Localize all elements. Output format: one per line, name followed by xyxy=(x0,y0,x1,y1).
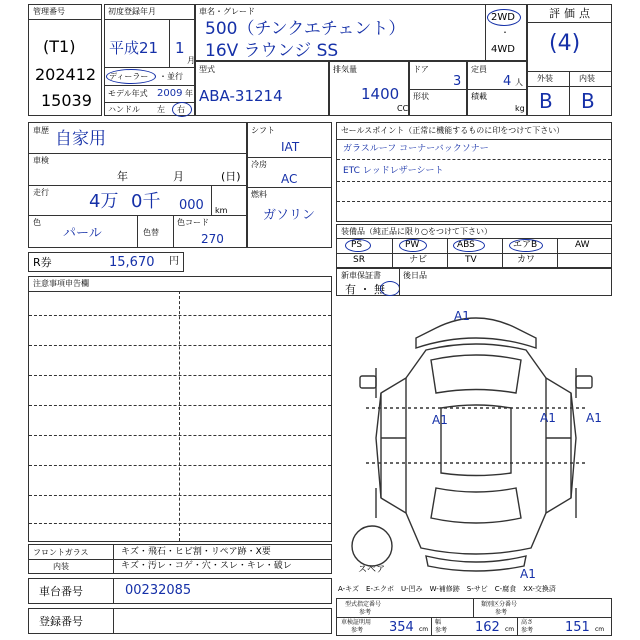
car-name-line1: 500（チンクエチェント） xyxy=(205,19,406,39)
displacement-value: 1400 xyxy=(361,85,400,103)
mgmt-line1: (T1) xyxy=(43,37,76,56)
displacement-unit: CC xyxy=(397,104,409,113)
damage-mark-right-rear: A1 xyxy=(586,411,602,425)
color-label: 色 xyxy=(33,218,41,227)
mileage-unit: km xyxy=(215,206,228,215)
car-name-line2: 16V ラウンジ SS xyxy=(205,41,339,61)
equip-navi: ナビ xyxy=(409,255,428,265)
doors-label: ドア xyxy=(413,65,429,74)
load-label: 積載 xyxy=(471,92,487,101)
equip-leather: カワ xyxy=(517,255,536,265)
chassis-label: 車台番号 xyxy=(39,585,83,598)
load-unit: kg xyxy=(515,104,525,113)
interior-cond-value: キズ・汚レ・コゲ・穴・スレ・キレ・破レ xyxy=(121,561,292,571)
car-name-label: 車名・グレード xyxy=(199,7,255,16)
parallel-text: ・並行 xyxy=(159,72,183,81)
height-ref: 参考 xyxy=(521,627,534,634)
height-value: 151 xyxy=(565,620,590,635)
sales-points-label: セールスポイント（正常に機能するものに印をつけて下さい） xyxy=(341,126,565,135)
first-reg-month-unit: 月 xyxy=(187,56,195,65)
rating-label: 評価点 xyxy=(549,7,594,20)
type-value: ABA-31214 xyxy=(199,87,283,105)
dims-box xyxy=(336,598,612,636)
capacity-box xyxy=(466,60,528,116)
warranty-value: 有 ・ 無 xyxy=(345,283,385,296)
notes-label: 注意事項申告欄 xyxy=(33,279,89,288)
mileage-label: 走行 xyxy=(33,188,49,197)
first-reg-era: 平成21 xyxy=(109,39,159,57)
mileage-man: 4万 xyxy=(89,191,119,212)
sales-points-line1: ガラスルーフ コーナーバックソナー xyxy=(343,144,489,154)
mgmt-line2: 202412 xyxy=(35,65,97,84)
equip-pw-circle xyxy=(399,239,427,252)
length-label: 車検証明用 xyxy=(341,619,372,626)
spare-tire-icon xyxy=(352,526,392,566)
doors-value: 3 xyxy=(453,74,462,89)
equip-abs-circle xyxy=(453,239,485,252)
recycle-box xyxy=(28,252,184,272)
model-year: 2009 xyxy=(157,88,183,99)
shape-label: 形状 xyxy=(413,92,429,101)
registration-box xyxy=(28,608,332,634)
equipment-label: 装備品（純正品に限り○をつけて下さい） xyxy=(341,227,492,236)
aircon-value: AC xyxy=(281,172,298,186)
mileage-hundreds: 000 xyxy=(179,198,204,213)
fuel-value: ガソリン xyxy=(263,208,316,223)
type-cert-label: 型式指定番号 xyxy=(345,601,382,608)
interior-grade: B xyxy=(581,89,595,113)
drive-2wd-circle xyxy=(487,9,521,26)
mgmt-line3: 15039 xyxy=(41,91,92,110)
drive-2wd: 2WD xyxy=(491,12,515,23)
fuel-label: 燃料 xyxy=(251,190,267,199)
model-year-label: モデル年式 xyxy=(108,89,148,98)
usage-label: 車歴 xyxy=(33,126,49,135)
warranty-box xyxy=(336,268,612,296)
equip-airbag: エアB xyxy=(513,240,538,250)
dealer-circle xyxy=(106,69,156,84)
interior-label: 内装 xyxy=(579,74,595,83)
type-label: 型式 xyxy=(199,65,215,74)
width-label: 幅 xyxy=(435,619,442,626)
capacity-label: 定員 xyxy=(471,65,487,74)
width-value: 162 xyxy=(475,620,500,635)
spare-label: スペア xyxy=(358,565,386,575)
front-glass-value: キズ・飛石・ヒビ割・リペア跡・X要 xyxy=(121,547,271,557)
chassis-box xyxy=(28,578,332,604)
rating-box xyxy=(526,4,612,116)
aircon-label: 冷房 xyxy=(251,160,267,169)
first-reg-box xyxy=(104,4,196,116)
equip-airbag-circle xyxy=(509,239,543,252)
handle-left: 左 xyxy=(157,105,165,114)
warranty-label: 新車保証書 xyxy=(341,271,381,280)
equip-aw: AW xyxy=(575,240,590,250)
inspection-month: 月 xyxy=(173,170,184,183)
damage-mark-front: A1 xyxy=(454,309,470,323)
equip-left-box xyxy=(246,122,332,248)
equip-sr: SR xyxy=(353,255,365,265)
glass-box xyxy=(28,544,332,574)
damage-legend: A-キズ E-エクボ U-凹み W-補修跡 S-サビ C-腐食 XX-交換済 xyxy=(338,585,556,593)
shift-label: シフト xyxy=(251,126,275,135)
drive-dot: ・ xyxy=(501,28,509,37)
sales-points-box xyxy=(336,122,612,222)
equip-tv: TV xyxy=(465,255,477,265)
warranty-circle xyxy=(380,281,400,296)
displacement-label: 排気量 xyxy=(333,65,357,74)
width-unit: cm xyxy=(505,626,515,633)
mileage-sen: 0千 xyxy=(131,191,161,212)
displacement-box xyxy=(328,60,410,116)
front-glass-label: フロントガラス xyxy=(33,548,89,557)
category-ref: 参考 xyxy=(495,609,508,616)
type-box xyxy=(194,60,330,116)
recycle-value: 15,670 xyxy=(109,255,155,270)
width-ref: 参考 xyxy=(435,627,448,634)
notes-box xyxy=(28,276,332,542)
drive-4wd: 4WD xyxy=(491,44,515,55)
length-ref: 参考 xyxy=(351,627,364,634)
exterior-label: 外装 xyxy=(537,74,553,83)
color-code-label: 色コード xyxy=(177,218,209,227)
height-unit: cm xyxy=(595,626,605,633)
car-name-box xyxy=(194,4,528,62)
color-change-label: 色替 xyxy=(143,228,159,237)
mgmt-label: 管理番号 xyxy=(33,7,65,16)
interior-cond-label: 内装 xyxy=(53,562,69,571)
shift-value: IAT xyxy=(281,140,300,154)
handle-right: 右 xyxy=(177,105,185,114)
registration-label: 登録番号 xyxy=(39,615,83,628)
inspection-year: 年 xyxy=(117,170,128,183)
inspection-day: (日) xyxy=(221,170,241,183)
equipment-box xyxy=(336,224,612,268)
damage-mark-rear: A1 xyxy=(520,567,536,581)
first-reg-month: 1 xyxy=(175,39,185,57)
first-reg-label: 初度登録年月 xyxy=(108,7,156,16)
dealer-text: ディーラー xyxy=(109,72,149,81)
history-box xyxy=(28,122,248,248)
recycle-label: R券 xyxy=(33,256,52,269)
doors-box xyxy=(408,60,468,116)
category-label: 類別区分番号 xyxy=(481,601,518,608)
type-cert-ref: 参考 xyxy=(359,609,372,616)
equip-ps: PS xyxy=(351,240,363,250)
equip-pw: PW xyxy=(405,240,420,250)
manual-label: 後日品 xyxy=(403,271,427,280)
exterior-grade: B xyxy=(539,89,553,113)
inspection-label: 車検 xyxy=(33,156,49,165)
height-label: 高さ xyxy=(521,619,534,626)
sales-points-line2: ETC レッドレザーシート xyxy=(343,166,444,176)
handle-right-circle xyxy=(172,102,192,117)
length-value: 354 xyxy=(389,620,414,635)
mgmt-box xyxy=(28,4,102,116)
color-value: パール xyxy=(63,226,102,241)
rating-value: (4) xyxy=(549,31,581,56)
usage-value: 自家用 xyxy=(55,129,106,149)
equip-abs: ABS xyxy=(457,240,475,250)
damage-mark-left-door: A1 xyxy=(432,413,448,427)
chassis-value: 00232085 xyxy=(125,583,192,598)
equip-ps-circle xyxy=(345,239,371,252)
color-code: 270 xyxy=(201,232,224,246)
length-unit: cm xyxy=(419,626,429,633)
model-year-unit: 年 xyxy=(185,89,193,98)
capacity-unit: 人 xyxy=(515,78,523,87)
handle-label: ハンドル xyxy=(108,105,140,114)
damage-mark-right-door: A1 xyxy=(540,411,556,425)
capacity-value: 4 xyxy=(503,74,512,89)
rear-bumper xyxy=(426,556,526,571)
car-diagram xyxy=(336,298,612,582)
recycle-unit: 円 xyxy=(169,256,179,267)
